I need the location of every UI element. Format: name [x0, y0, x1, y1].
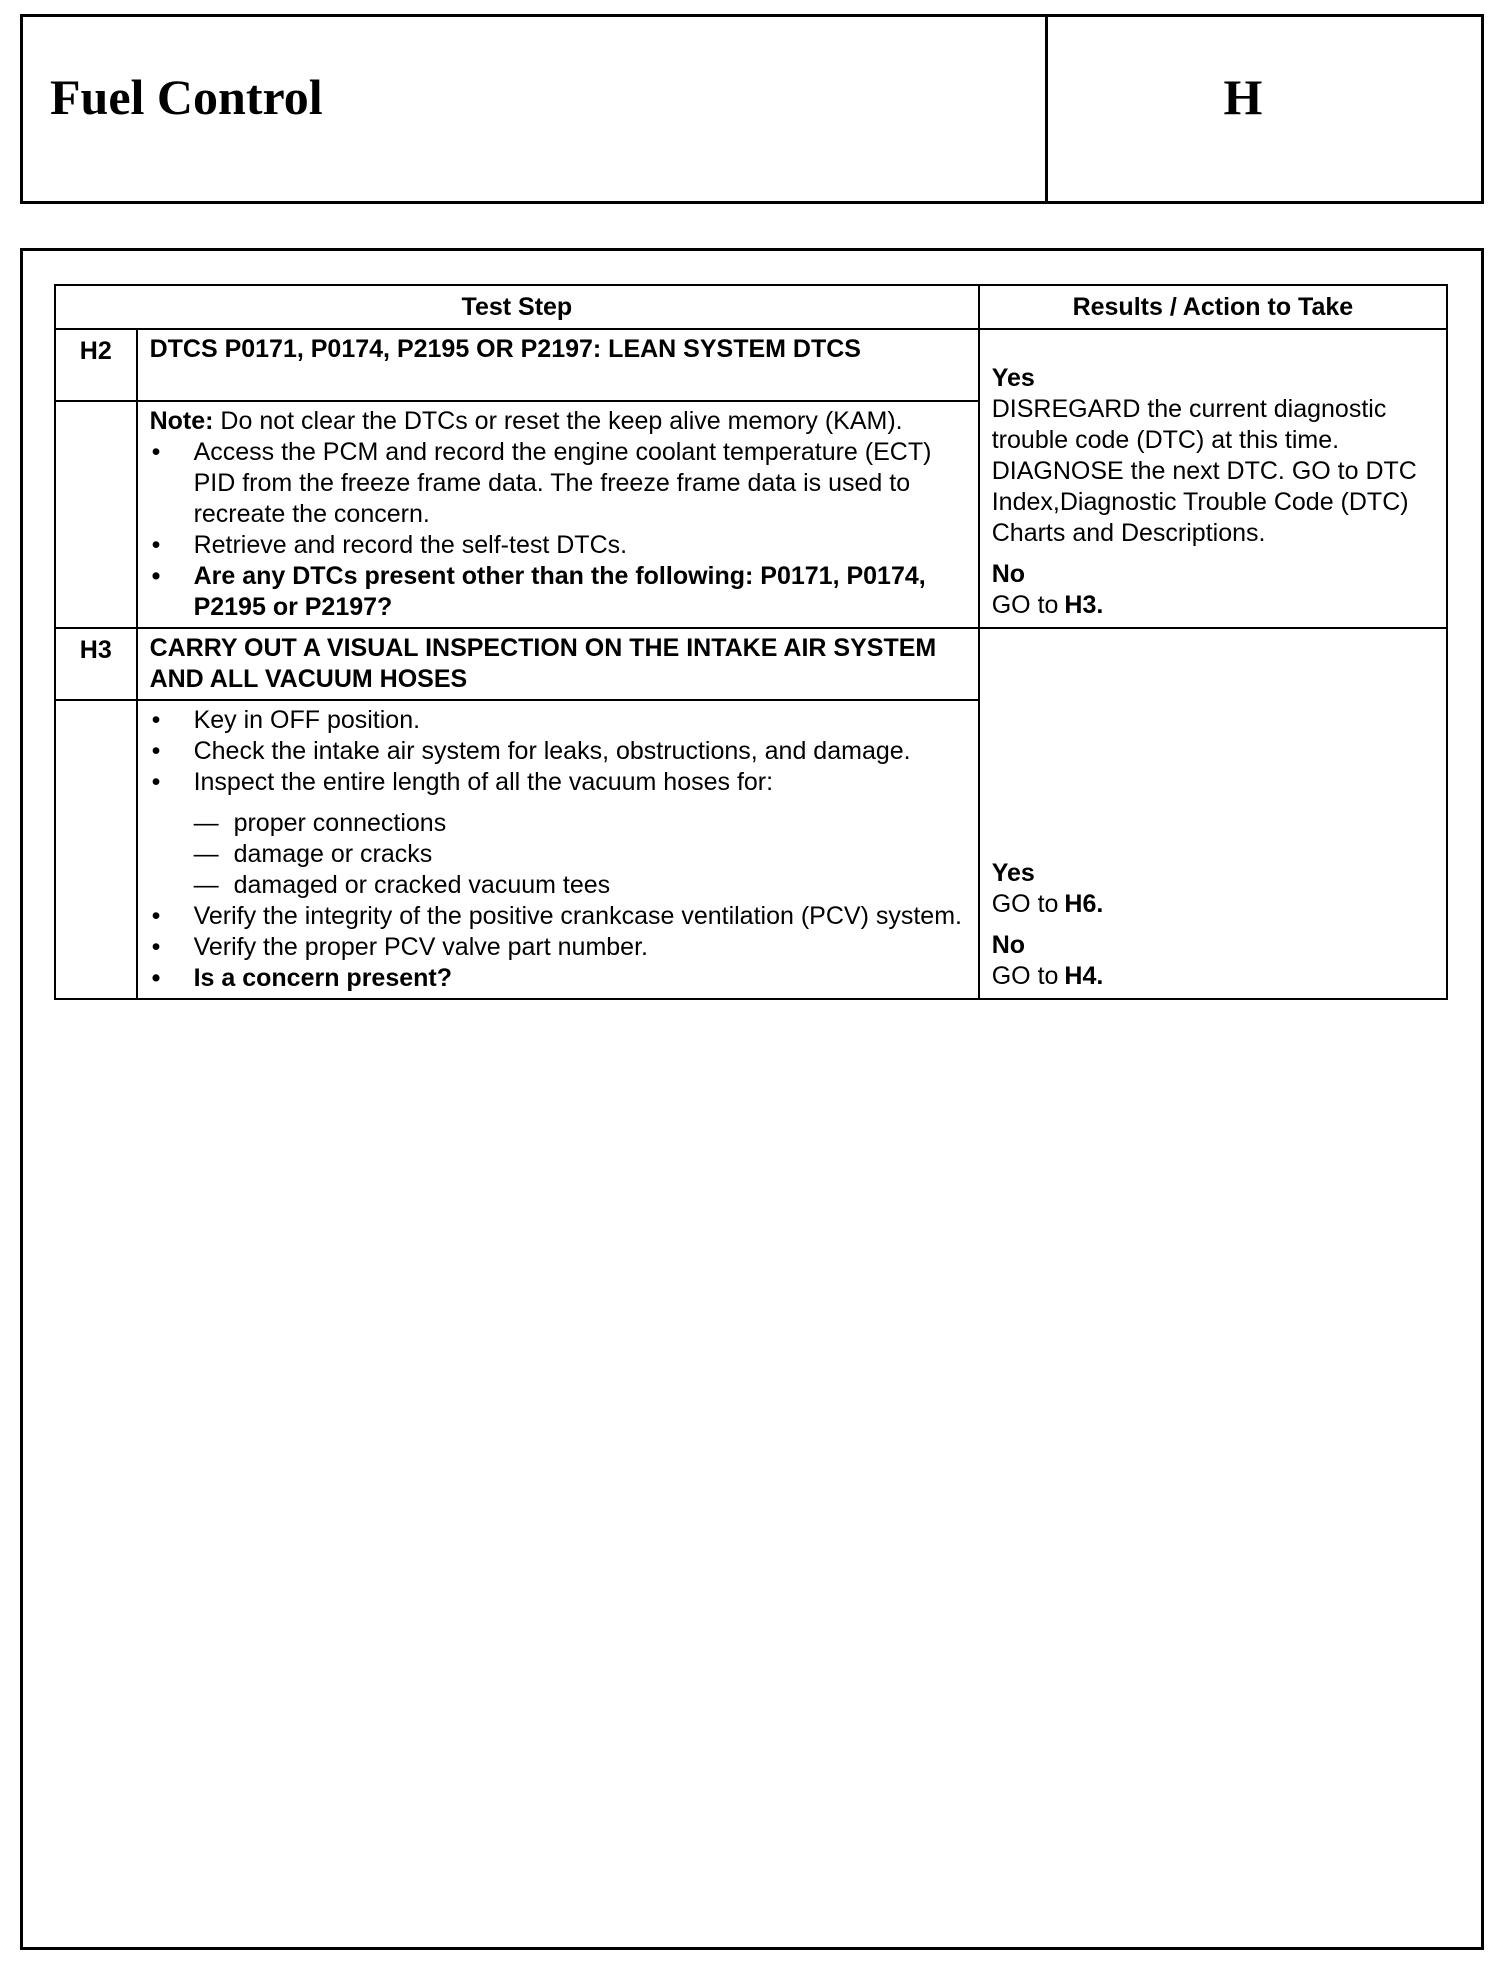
goto-target-link[interactable]: H3. [1064, 591, 1104, 619]
step-bullets [150, 705, 968, 798]
note-text: Do not clear the DTCs or reset the keep alive memory (KAM). [213, 407, 903, 435]
step-bullets [150, 437, 968, 623]
step-title: DTCS P0171, P0174, P2195 OR P2197: LEAN SYSTEM DTCS [137, 329, 979, 401]
bullet-item: • Check the intake air system for leaks, obstructions, and damage. [150, 736, 968, 767]
sub-item: — damaged or cracked vacuum tees [194, 870, 968, 901]
note-label: Note: [149, 407, 214, 435]
result-no-label: No [991, 560, 1026, 588]
page-title: Fuel Control [50, 69, 323, 125]
step-body [137, 700, 979, 999]
sub-item: — damage or cracks [194, 839, 968, 870]
result-no-label: No [991, 931, 1026, 959]
bullet-item: • Access the PCM and record the engine coolant temperature (ECT) PID from the freeze frame data. The freeze frame data is used to recreate the concern. [150, 437, 968, 530]
step-id: H3 [55, 628, 137, 700]
bullet-item: • Key in OFF position. [150, 705, 968, 736]
step-title-row [55, 628, 1447, 700]
step-title: CARRY OUT A VISUAL INSPECTION ON THE INTAKE AIR SYSTEM AND ALL VACUUM HOSES [137, 628, 979, 700]
bullet-question: • Are any DTCs present other than the following: P0171, P0174, P2195 or P2197? [150, 561, 968, 623]
bullet-item: • Retrieve and record the self-test DTCs. [150, 530, 968, 561]
result-yes-label: Yes [991, 364, 1035, 392]
result-yes-text: DISREGARD the current diagnostic trouble code (DTC) at this time. DIAGNOSE the next DTC. GO to DTC Index,Diagnostic Trouble Code (DTC) Charts and Descriptions. [991, 395, 1417, 547]
step-title-row [55, 329, 1447, 401]
step-result [979, 628, 1447, 999]
step-id-spacer [55, 700, 137, 999]
table-header-row [55, 285, 1447, 329]
test-step-table [54, 284, 1448, 1000]
section-letter: H [1223, 69, 1263, 125]
result-yes-action [992, 889, 1438, 920]
bullet-item: • Inspect the entire length of all the vacuum hoses for: [150, 767, 968, 798]
step-id: H2 [55, 329, 137, 401]
step-id-spacer [55, 401, 137, 628]
goto-text: GO to [991, 591, 1059, 619]
sub-item-list [150, 808, 968, 901]
column-header-test-step: Test Step [55, 285, 979, 329]
bullet-item: • Verify the proper PCV valve part number. [150, 932, 968, 963]
column-header-results: Results / Action to Take [979, 285, 1447, 329]
step-body [137, 401, 979, 628]
step-bullets-continued [150, 901, 968, 994]
goto-text: GO to [991, 890, 1059, 918]
result-yes-label: Yes [991, 859, 1035, 887]
step-result [979, 329, 1447, 628]
result-no-action [992, 961, 1438, 992]
goto-target-link[interactable]: H4. [1064, 962, 1104, 990]
result-no-action [992, 590, 1438, 621]
sub-item: — proper connections [194, 808, 968, 839]
step-note [150, 406, 968, 437]
bullet-item: • Verify the integrity of the positive crankcase ventilation (PCV) system. [150, 901, 968, 932]
bullet-question: • Is a concern present? [150, 963, 968, 994]
goto-text: GO to [991, 962, 1059, 990]
goto-target-link[interactable]: H6. [1064, 890, 1104, 918]
